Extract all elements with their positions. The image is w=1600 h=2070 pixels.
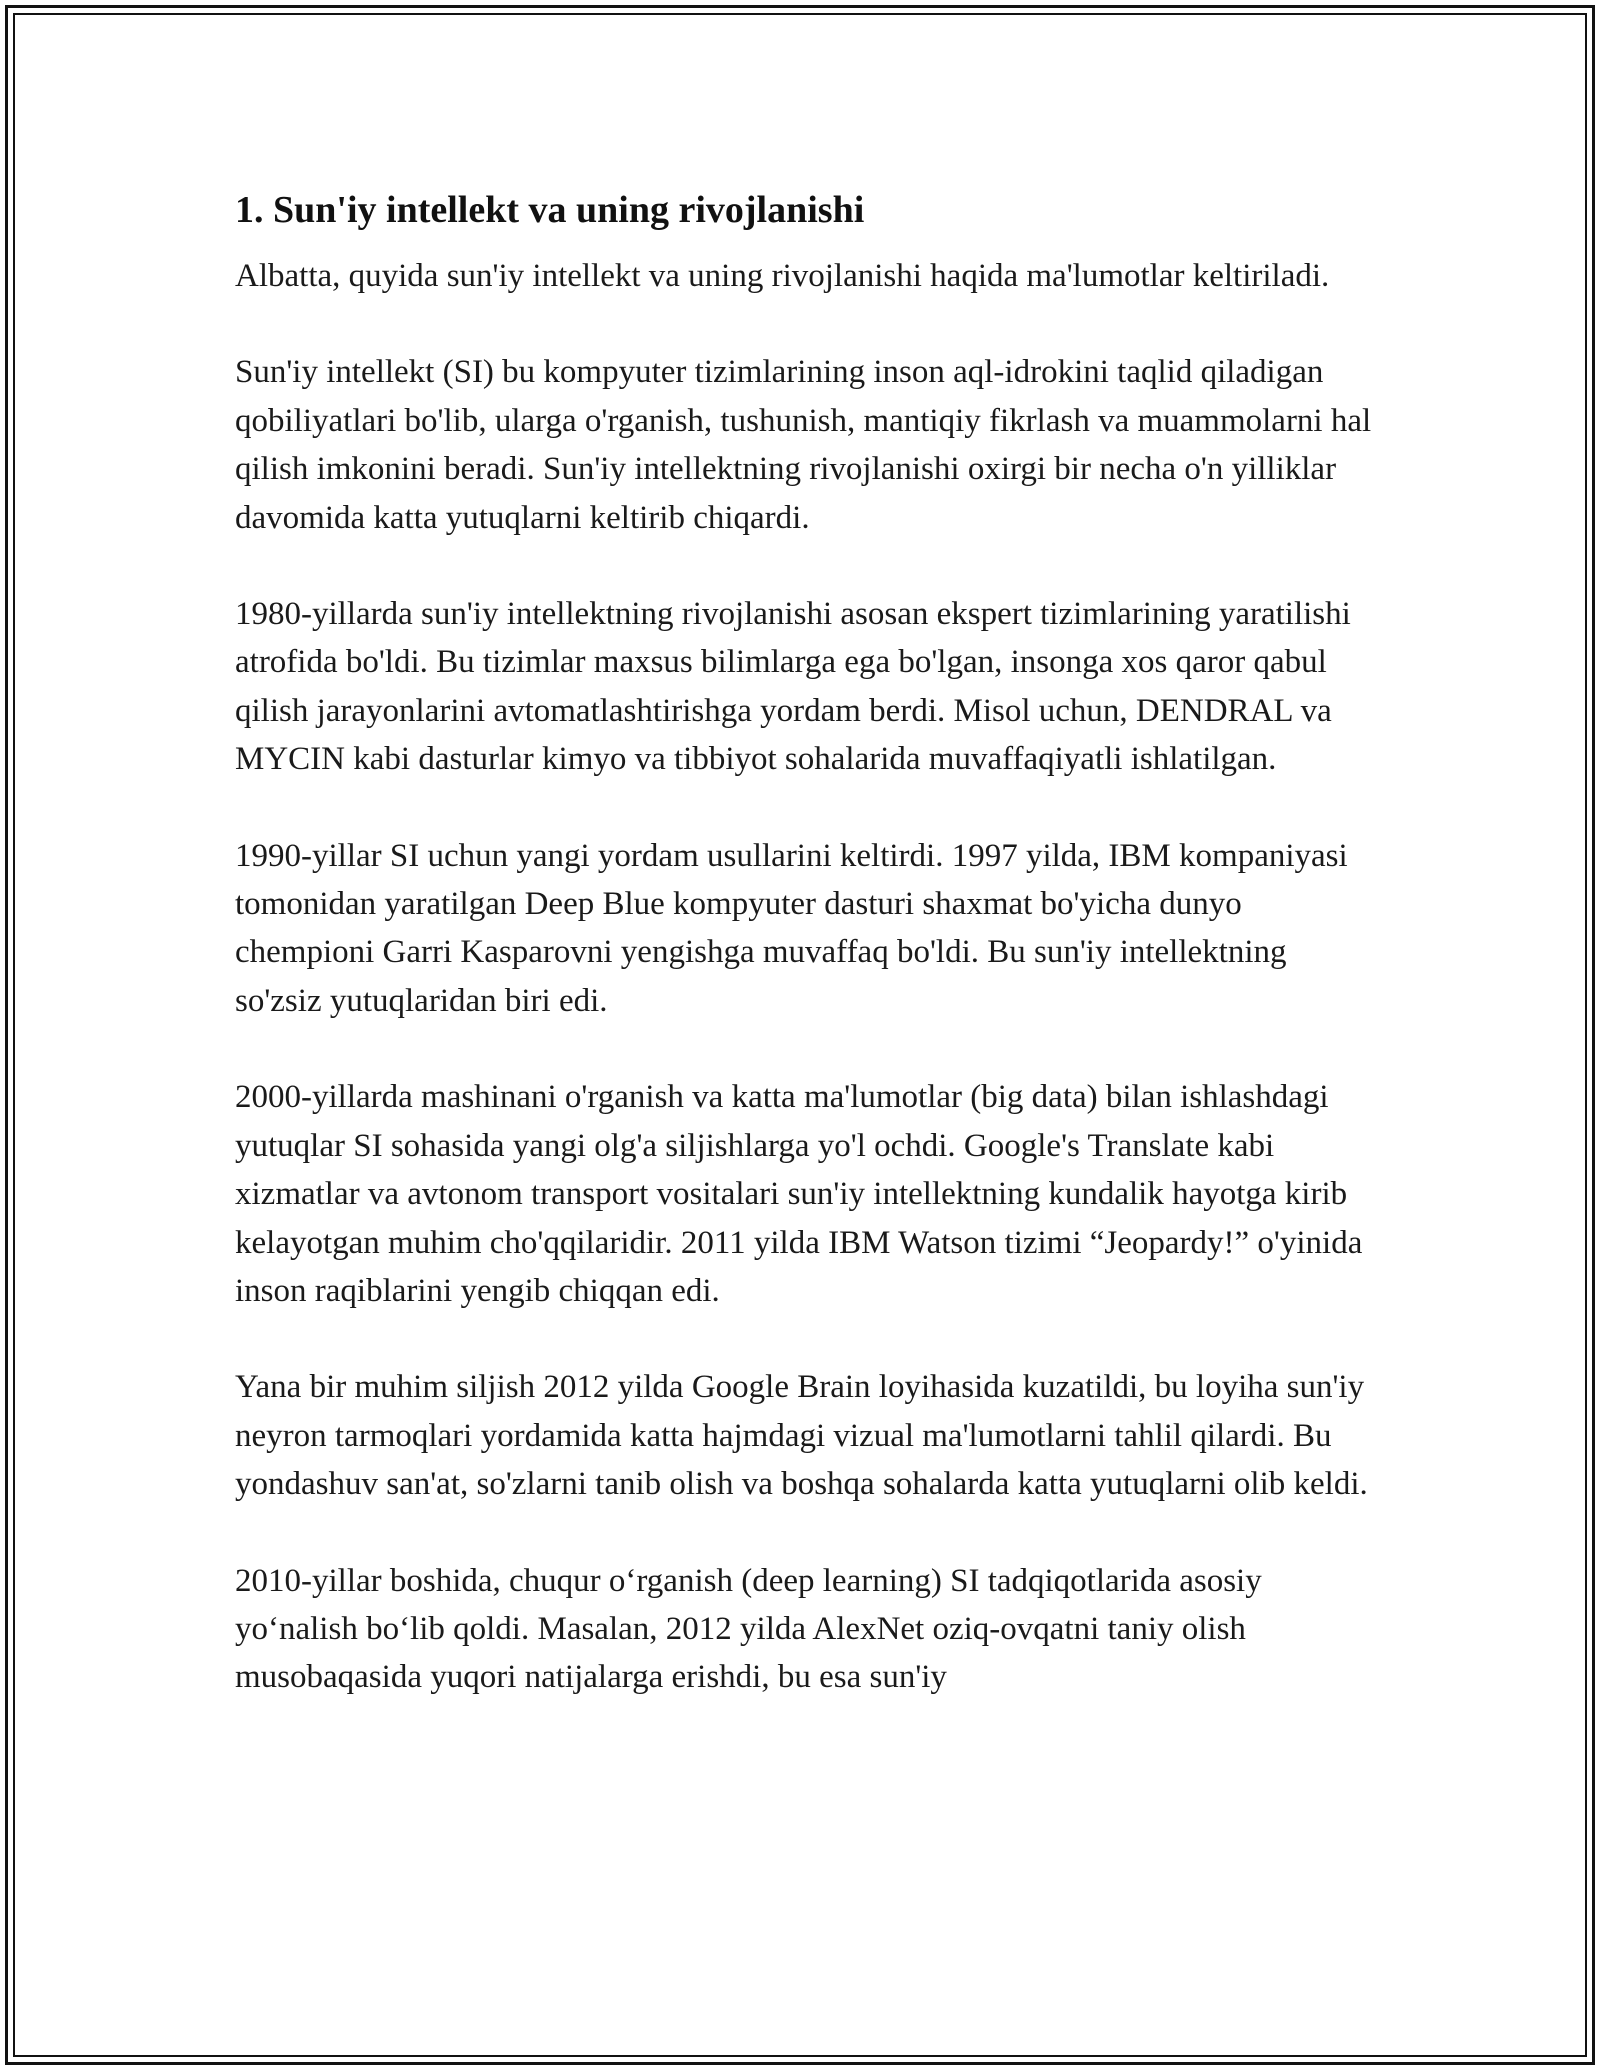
paragraph-definition: Sun'iy intellekt (SI) bu kompyuter tizimlarining inson aql-idrokini taqlid qiladigan qobiliyatlari bo'lib, ularga o'rganish, tushunish, mantiqiy fikrlash va muammolarni hal qilish imkonini beradi. Sun'iy intellektning rivojlanishi oxirgi bir necha o'n yilliklar davomida katta yutuqlarni keltirib chiqardi.: [235, 354, 1372, 536]
paragraph-deep-learning: 2010-yillar boshida, chuqur o‘rganish (deep learning) SI tadqiqotlarida asosiy yo‘nalish bo‘lib qoldi. Masalan, 2012 yilda AlexNet oziq-ovqatni taniy olish musobaqasida yuqori natijalarga erishdi, bu esa sun'iy: [235, 1562, 1262, 1696]
paragraph-1980s: 1980-yillarda sun'iy intellektning rivojlanishi asosan ekspert tizimlarining yaratilishi atrofida bo'ldi. Bu tizimlar maxsus bilimlarga ega bo'lgan, insonga xos qaror qabul qilish jarayonlarini avtomatlashtirishga yordam berdi. Misol uchun, DENDRAL va MYCIN kabi dasturlar kimyo va tibbiyot sohalarida muvaffaqiyatli ishlatilgan.: [235, 596, 1351, 778]
paragraph-2000s: 2000-yillarda mashinani o'rganish va katta ma'lumotlar (big data) bilan ishlashdagi yutuqlar SI sohasida yangi olg'a siljishlarga yo'l ochdi. Google's Translate kabi xizmatlar va avtonom transport vositalari sun'iy intellektning kundalik hayotga kirib kelayotgan muhim cho'qqilaridir. 2011 yilda IBM Watson tizimi “Jeopardy!” o'yinida inson raqiblarini yengib chiqqan edi.: [235, 1079, 1363, 1309]
paragraph-google-brain: Yana bir muhim siljish 2012 yilda Google Brain loyihasida kuzatildi, bu loyiha sun'iy neyron tarmoqlari yordamida katta hajmdagi vizual ma'lumotlarni tahlil qilardi. Bu yondashuv san'at, so'zlarni tanib olish va boshqa sohalarda katta yutuqlarni olib keldi.: [235, 1369, 1368, 1503]
paragraph-intro: Albatta, quyida sun'iy intellekt va uning rivojlanishi haqida ma'lumotlar keltiriladi.: [235, 258, 1330, 294]
document-title: 1. Sun'iy intellekt va uning rivojlanishi: [235, 189, 865, 231]
document-body: [235, 186, 1375, 1750]
paragraph-1990s: 1990-yillar SI uchun yangi yordam usullarini keltirdi. 1997 yilda, IBM kompaniyasi tomonidan yaratilgan Deep Blue kompyuter dasturi shaxmat bo'yicha dunyo chempioni Garri Kasparovni yengishga muvaffaq bo'ldi. Bu sun'iy intellektning so'zsiz yutuqlaridan biri edi.: [235, 837, 1348, 1019]
